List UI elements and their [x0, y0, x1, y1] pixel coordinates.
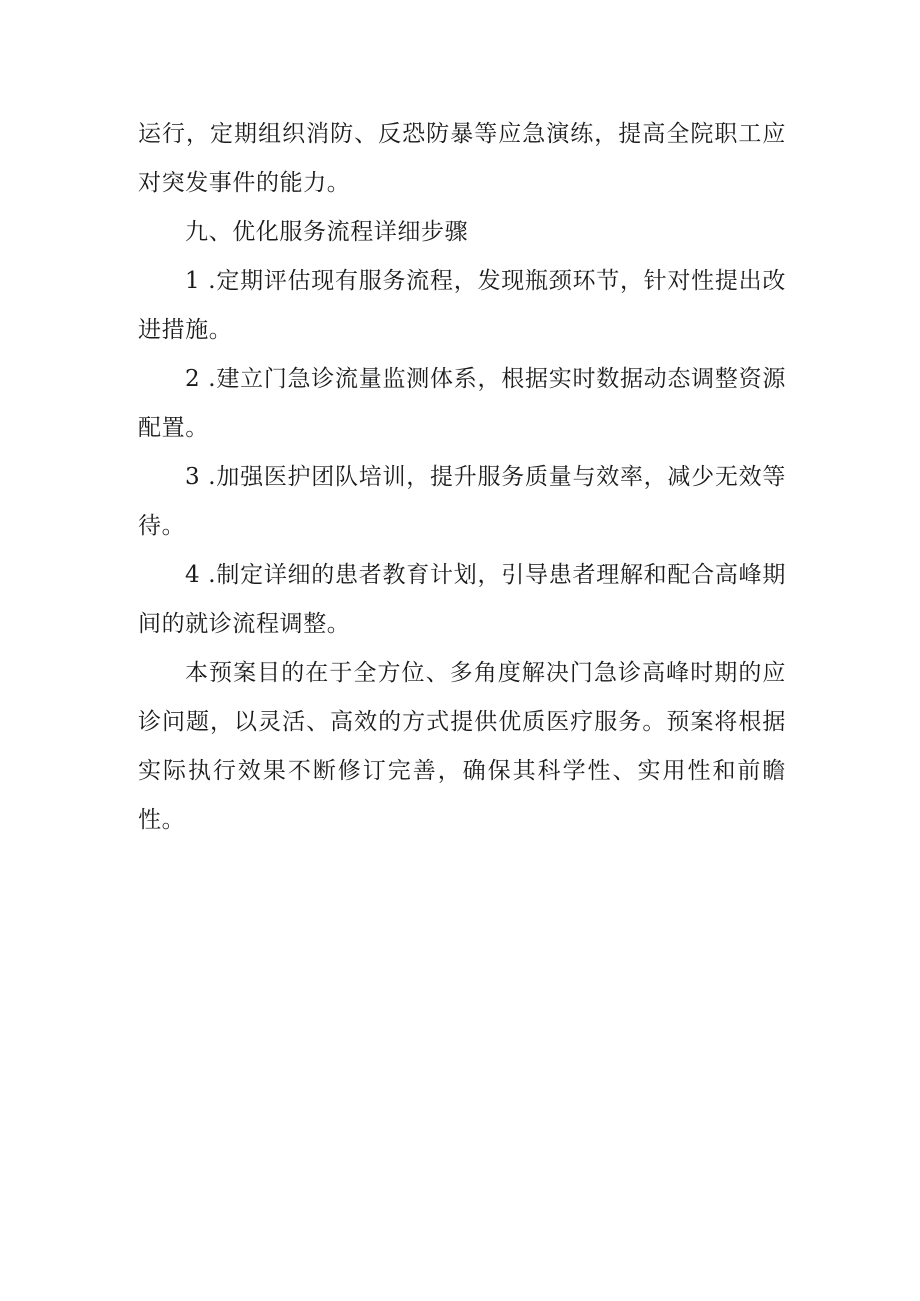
list-item-4: 4 .制定详细的患者教育计划，引导患者理解和配合高峰期间的就诊流程调整。 — [138, 562, 786, 637]
closing-paragraph: 本预案目的在于全方位、多角度解决门急诊高峰时期的应诊问题，以灵活、高效的方式提供优质医疗服务。预案将根据实际执行效果不断修订完善，确保其科学性、实用性和前瞻性。 — [138, 660, 786, 833]
list-item-1: 1 .定期评估现有服务流程，发现瓶颈环节，针对性提出改进措施。 — [138, 268, 786, 343]
document-body — [138, 110, 786, 845]
paragraph-continuation: 运行，定期组织消防、反恐防暴等应急演练，提高全院职工应对突发事件的能力。 — [138, 121, 786, 196]
section-heading: 九、优化服务流程详细步骤 — [185, 219, 469, 245]
list-item-3: 3 .加强医护团队培训，提升服务质量与效率，减少无效等待。 — [138, 464, 786, 539]
list-item-2: 2 .建立门急诊流量监测体系，根据实时数据动态调整资源配置。 — [138, 366, 786, 441]
